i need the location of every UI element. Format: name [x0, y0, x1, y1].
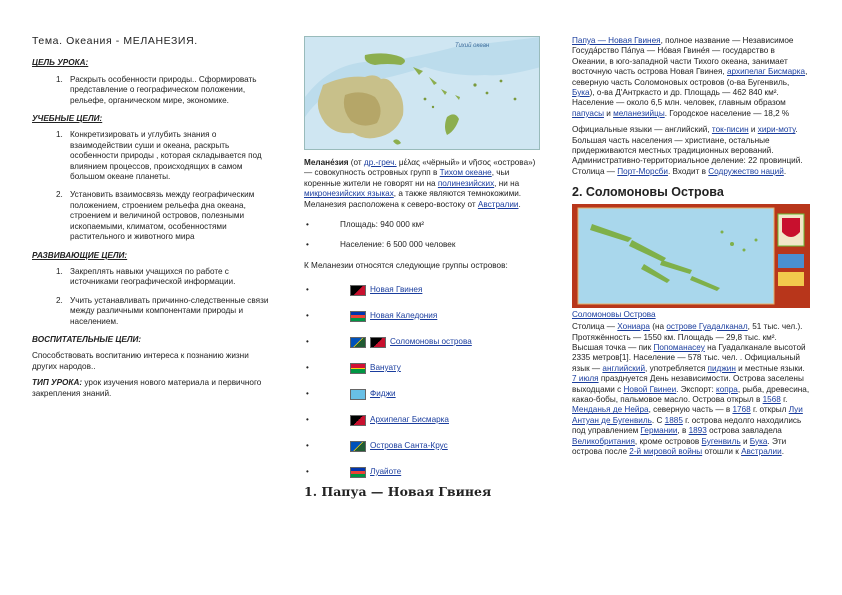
link-ww2[interactable]: 2-й мировой войны	[629, 446, 703, 456]
link-new-caledonia[interactable]: Новая Каледония	[370, 311, 438, 321]
list-item: 1. Конкретизировать и углубить знания о взаимодействии суши и океана, раскрыть особенности природы , которая складывается под влиянием процессов, происходящих в самом большом океане планеты.	[56, 130, 262, 182]
png-flag-icon	[350, 415, 366, 426]
link-1768[interactable]: 1768	[732, 405, 751, 415]
link-mendana[interactable]: Менданья де Нейра	[572, 405, 649, 415]
list-item: • Новая Каледония	[306, 311, 438, 321]
link-bismarck-archipelago[interactable]: архипелаг Бисмарка	[726, 67, 806, 77]
link-ancient-greek[interactable]: др.-греч.	[363, 158, 397, 167]
link-png[interactable]: Папуа — Новая Гвинея	[572, 36, 661, 45]
link-melanesians[interactable]: меланезийцы	[613, 108, 665, 118]
population-stat: • Население: 6 500 000 человек	[306, 240, 456, 250]
link-buka[interactable]: Бука	[572, 88, 590, 98]
link-1893[interactable]: 1893	[688, 426, 707, 436]
png-flag-icon	[350, 285, 366, 296]
island-groups-list	[304, 277, 540, 485]
link-bougainville-person[interactable]: Луи Антуан де Бугенвиль	[572, 405, 803, 425]
section-heading-png: 1. Папуа — Новая Гвинея	[304, 484, 492, 500]
groups-intro: К Меланезии относятся следующие группы островов:	[304, 260, 508, 270]
lesson-plan-column	[32, 36, 272, 405]
list-item: • Вануату	[306, 363, 401, 373]
list-item: 2. Учить устанавливать причинно-следственные связи между различными компонентами природы и населением.	[56, 295, 269, 326]
dev-goals-heading: РАЗВИВАЮЩИЕ ЦЕЛИ:	[32, 250, 128, 260]
lesson-goal-list	[56, 75, 272, 106]
list-item: • Луайоте	[306, 467, 402, 477]
solomon-map-image	[572, 204, 810, 308]
list-item: 2. Установить взаимосвязь между географическим положением, строением рельефа дна океана, строением и величиной островов, полезными ископаемыми, климатом, особенностями растительного и животного мира	[56, 190, 255, 242]
link-papuans[interactable]: папуасы	[572, 108, 604, 118]
upbringing-goals-heading: ВОСПИТАТЕЛЬНЫЕ ЦЕЛИ:	[32, 334, 142, 344]
link-popomanaseu[interactable]: Попоманасеу	[653, 342, 705, 352]
link-guadalcanal[interactable]: острове Гуадалканал	[666, 322, 748, 332]
dev-goals-list	[56, 267, 272, 327]
loyalty-flag-icon	[350, 467, 366, 478]
list-item: • Фиджи	[306, 389, 396, 399]
solomon-flag-icon	[350, 337, 366, 348]
link-tok-pisin[interactable]: ток-писин	[711, 125, 749, 135]
link-vanuatu[interactable]: Вануату	[370, 363, 401, 373]
solomon-paragraph: Столица — Хониара (на острове Гуадалканал, 51 тыс. чел.). Протяжённость — 1550 км. Площадь — 29,8 тыс. км². Высшая точка — пик Попоманасеу на Гуадалканале высотой 2335 метров[1]. Население — 578 тыс. чел. . Официальный язык — английский, употребляется пиджин и местные языки. 7 июля празднуется День независимости. Острова заселены выходцами с Новой Гвинеи. Экспорт: копра, рыба, древесина, какао-бобы, пальмовое масло. Острова открыл в 1568 г. Менданья де Нейра, северную часть — в 1768 г. открыл Луи Антуан де Бугенвиль. С 1885 г. острова недолго находились под управлением Германии, в 1893 острова завладела Великобритания, кроме островов Бугенвиль и Бука. Эти острова после 2-й мировой войны отошли к Австралии.	[572, 322, 810, 456]
upbringing-goals-text: Способствовать воспитанию интереса к познанию жизни других народов..	[32, 351, 249, 371]
png-languages-paragraph: Официальные языки — английский, ток-писин и хири-моту. Большая часть населения — христиане, остальные придерживаются местных традиционных верований. Административно-территориальное деление: 22 провинций. Столица — Порт-Морсби. Входит в Содружество наций.	[572, 125, 803, 176]
list-item: 1. Закреплять навыки учащихся по работе с источниками географической информации.	[56, 266, 236, 287]
link-1568[interactable]: 1568	[762, 394, 781, 404]
link-solomon-caption[interactable]: Соломоновы Острова	[572, 309, 656, 319]
list-item: • Новая Гвинея	[306, 285, 423, 295]
link-buka-2[interactable]: Бука	[749, 436, 768, 446]
link-solomon-islands[interactable]: Соломоновы острова	[390, 337, 472, 347]
solomon-image-caption	[572, 310, 810, 320]
list-item: • Соломоновы острова	[306, 337, 472, 347]
link-bismarck[interactable]: Архипелаг Бисмарка	[370, 415, 449, 425]
edu-goals-heading: УЧЕБНЫЕ ЦЕЛИ:	[32, 114, 103, 124]
link-fiji[interactable]: Фиджи	[370, 389, 396, 399]
link-copra[interactable]: копра	[716, 384, 738, 394]
link-1885[interactable]: 1885	[664, 415, 683, 425]
list-item: 1. Раскрыть особенности природы.. Сформировать представление о географическом положении, рельефе, органическом мире, экономике.	[56, 74, 257, 105]
link-english[interactable]: английский	[602, 363, 646, 373]
link-honiara[interactable]: Хониара	[617, 322, 650, 332]
new-caledonia-flag-icon	[350, 311, 366, 322]
melanesia-intro: Мелане́зия (от др.-греч. μέλας «чёрный» и νῆσος «острова») — совокупность островных групп в Тихом океане, чьи коренные жители не говорят ни на полинезийских, ни на микронезийских языках, а также являются темнокожими. Меланезия расположена к северо-востоку от Австралии.	[304, 158, 536, 209]
png-flag-icon	[370, 337, 386, 348]
link-australia[interactable]: Австралии	[477, 199, 519, 209]
link-australia-2[interactable]: Австралии	[741, 446, 782, 456]
link-new-guinea[interactable]: Новая Гвинея	[370, 285, 423, 295]
link-pacific-ocean[interactable]: Тихом океане	[439, 168, 492, 178]
link-micronesian[interactable]: микронезийских языках	[304, 189, 394, 199]
lesson-type: ТИП УРОКА: урок изучения нового материала и первичного закрепления знаний.	[32, 378, 262, 398]
oceania-map-image	[304, 36, 540, 150]
link-germany[interactable]: Германии	[640, 426, 678, 436]
vanuatu-flag-icon	[350, 363, 366, 374]
link-bougainville-island[interactable]: Бугенвиль	[701, 436, 741, 446]
page-title: Тема. Океания - МЕЛАНЕЗИЯ.	[32, 35, 198, 47]
edu-goals-list	[56, 130, 272, 242]
list-item: • Острова Санта-Крус	[306, 441, 448, 451]
link-new-guinea-2[interactable]: Новой Гвинеи	[623, 384, 677, 394]
area-stat: • Площадь: 940 000 км²	[306, 220, 424, 230]
link-great-britain[interactable]: Великобритания	[572, 436, 635, 446]
link-port-moresby[interactable]: Порт-Морсби	[617, 166, 668, 176]
link-santa-cruz[interactable]: Острова Санта-Крус	[370, 441, 448, 451]
link-pidgin[interactable]: пиджин	[707, 363, 736, 373]
solomon-flag-icon	[350, 441, 366, 452]
countries-column	[572, 36, 810, 463]
link-loyalty[interactable]: Луайоте	[370, 467, 402, 477]
map-ocean-label: Тихий океан	[455, 43, 490, 49]
png-paragraph: Папуа — Новая Гвинея, полное название — Независимое Госуда́рство Па́пуа — Но́вая Гвине́я — государство в Океании, в юго-западной части Тихого океана, занимает восточную часть острова Новая Гвинея, архипелаг Бисмарка, северную часть Соломоновых островов (о-ва Бугенвиль, Бука), о-ва Д'Антркасто и др. Площадь — 462 840 км². Население — около 6,5 млн. человек, главным образом папуасы и меланезийцы. Городское население — 18,2 %	[572, 36, 808, 118]
link-commonwealth[interactable]: Содружество наций	[708, 166, 784, 176]
link-polynesian[interactable]: полинезийских	[437, 178, 495, 188]
link-hiri-motu[interactable]: хири-моту	[757, 125, 796, 135]
melanesia-column	[304, 36, 540, 498]
link-july-7[interactable]: 7 июля	[572, 374, 599, 384]
list-item: • Архипелаг Бисмарка	[306, 415, 449, 425]
section-heading-solomon: 2. Соломоновы Острова	[572, 185, 724, 200]
lesson-goal-heading: ЦЕЛЬ УРОКА:	[32, 58, 89, 68]
fiji-flag-icon	[350, 389, 366, 400]
